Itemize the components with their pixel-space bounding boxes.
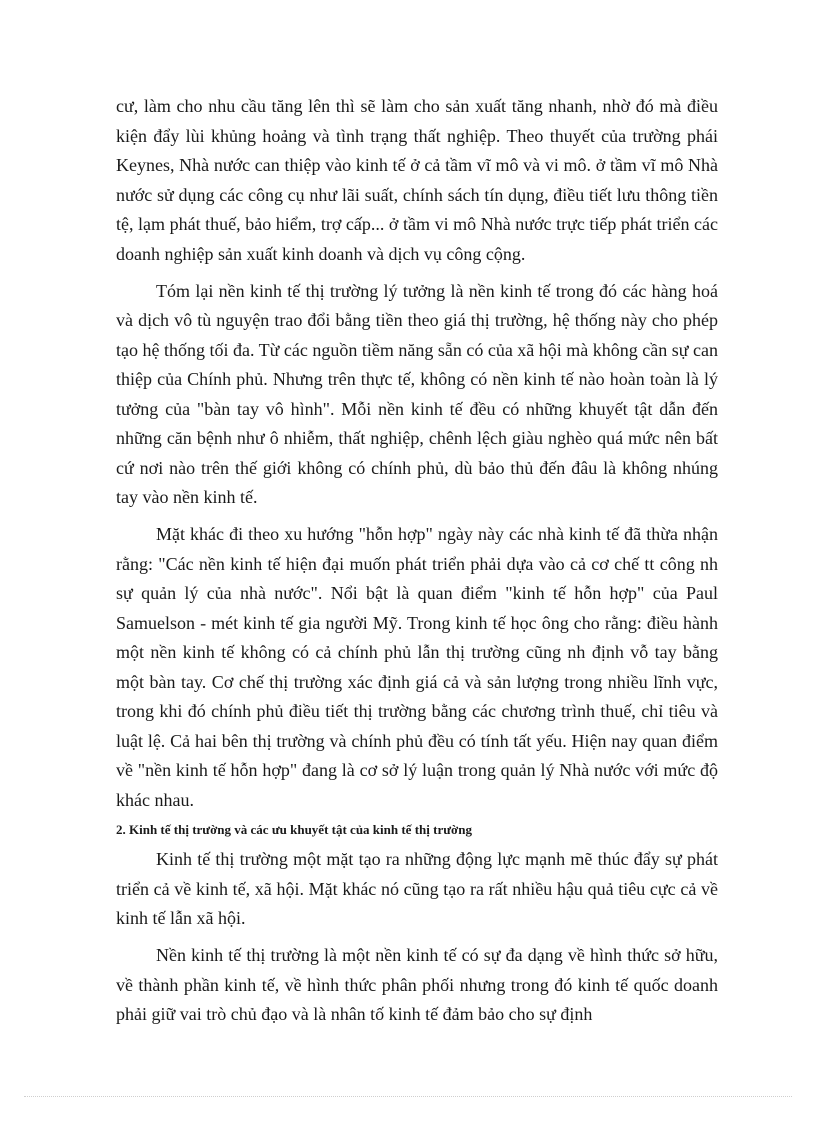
paragraph-mixed-economy: Mặt khác đi theo xu hướng "hỗn hợp" ngày này các nhà kinh tế đã thừa nhận rằng: "Các nền kinh tế hiện đại muốn phát triển phải dựa vào cả cơ chế tt công nh sự quản lý của nhà nước". Nổi bật là quan điểm "kinh tế hỗn hợp" của Paul Samuelson - mét kinh tế gia người Mỹ. Trong kinh tế học ông cho rằng: điều hành một nền kinh tế không có cả chính phủ lẫn thị trường cũng nh định vỗ tay bằng một bàn tay. Cơ chế thị trường xác định giá cả và sản lượng trong nhiều lĩnh vực, trong khi đó chính phủ điều tiết thị trường bằng các chương trình thuế, chỉ tiêu và luật lệ. Cả hai bên thị trường và chính phủ đều có tính tất yếu. Hiện nay quan điểm về "nền kinh tế hỗn hợp" đang là cơ sở lý luận trong quản lý Nhà nước với mức độ khác nhau. [116,524,718,810]
footer-divider [24,1096,792,1097]
document-body [116,92,718,1030]
section-heading: 2. Kinh tế thị trường và các ưu khuyết tật của kinh tế thị trường [116,822,472,837]
paragraph-market-effects: Kinh tế thị trường một mặt tạo ra những động lực mạnh mẽ thúc đẩy sự phát triển cả về kinh tế, xã hội. Mặt khác nó cũng tạo ra rất nhiều hậu quả tiêu cực cả về kinh tế lẫn xã hội. [116,849,718,928]
paragraph-market-ownership: Nền kinh tế thị trường là một nền kinh tế có sự đa dạng về hình thức sở hữu, về thành phần kinh tế, về hình thức phân phối nhưng trong đó kinh tế quốc doanh phải giữ vai trò chủ đạo và là nhân tố kinh tế đảm bảo cho sự định [116,945,718,1024]
paragraph-keynes-continuation: cư, làm cho nhu cầu tăng lên thì sẽ làm cho sản xuất tăng nhanh, nhờ đó mà điều kiện đẩy lùi khủng hoảng và tình trạng thất nghiệp. Theo thuyết của trường phái Keynes, Nhà nước can thiệp vào kinh tế ở cả tầm vĩ mô và vi mô. ở tầm vĩ mô Nhà nước sử dụng các công cụ như lãi suất, chính sách tín dụng, điều tiết lưu thông tiền tệ, lạm phát thuế, bảo hiểm, trợ cấp... ở tầm vi mô Nhà nước trực tiếp phát triển các doanh nghiệp sản xuất kinh doanh và dịch vụ công cộng. [116,96,718,264]
paragraph-ideal-market: Tóm lại nền kinh tế thị trường lý tưởng là nền kinh tế trong đó các hàng hoá và dịch vô tù nguyện trao đổi bằng tiền theo giá thị trường, hệ thống này cho phép tạo hệ thống tối đa. Từ các nguồn tiềm năng sẵn có của xã hội mà không cần sự can thiệp của Chính phủ. Nhưng trên thực tế, không có nền kinh tế nào hoàn toàn là lý tưởng của "bàn tay vô hình". Mỗi nền kinh tế đều có những khuyết tật dẫn đến những căn bệnh như ô nhiễm, thất nghiệp, chênh lệch giàu nghèo quá mức nên bất cứ nơi nào trên thế giới không có chính phủ, dù bảo thủ đến đâu là không nhúng tay vào nền kinh tế. [116,280,719,507]
